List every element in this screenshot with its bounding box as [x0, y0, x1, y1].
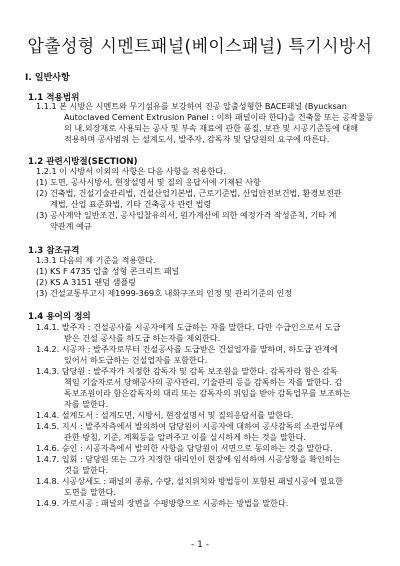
definitions-line-9: 1.4.4. 설계도서 : 설계도면, 시방서, 현장설명서 및 질의응답서를 말한다. [36, 410, 294, 420]
related-line-5: (3) 공사계약 일반조건, 공사입찰유의서, 원가계산에 의한 예정가격 작성준칙, 기타 계 [36, 210, 337, 220]
definitions-line-14: 것을 말한다. [64, 465, 109, 475]
definitions-line-10: 1.4.5. 지시 : 발주자측에서 발의하여 담당원이 시공자에 대하여 공사감독의 소관업무에 [36, 421, 344, 431]
subsection-heading-scope: 1.1 적용범위 [28, 93, 80, 103]
related-line-1: 1.2.1 이 시방서 이외의 사항은 다음 사항을 적용한다. [36, 166, 226, 176]
references-line-4: (3) 건설교통부고시 제1999-369호 내화구조의 인정 및 관리기준의 인정 [36, 288, 293, 298]
scope-line-3: 의 내.외장재로 사용되는 공사 및 부속 재료에 관한 품질, 보관 및 시공기준등에 대해 [64, 123, 359, 133]
definitions-line-13: 1.4.7. 입회 : 담당원 또는 그가 지정한 대리인이 현장에 임석하여 시공상황을 확인하는 [36, 454, 341, 464]
definitions-line-1: 1.4.1. 발주자 : 건설공사를 시공자에게 도급하는 자를 말한다. 다만 수급인으로서 도급 [36, 322, 341, 332]
related-line-3: (2) 건축법, 건설기술관리법, 건설산업기본법, 근로기준법, 산업안전보건법, 환경보전관 [36, 188, 342, 198]
definitions-line-2: 받은 건설 공사를 하도급 하는자를 제외한다. [64, 333, 221, 343]
scope-line-2: Autoclaved Cement Extrusion Panel : 이하 패널이라 한다)을 건축물 또는 공작물등 [64, 112, 374, 122]
definitions-line-4: 있어서 하도급하는 건설업자를 포함한다. [64, 355, 208, 365]
page-number: - 1 - [191, 540, 209, 550]
definitions-line-15: 1.4.8. 시공상세도 : 패널의 종류, 수량, 설치위치와 방법등이 포함된 패널시공에 필요한 [36, 476, 343, 486]
related-line-2: (1) 도면, 공사시방서, 현장설명서 및 질의 응답서에 기재된 사항 [36, 177, 261, 187]
definitions-line-17: 1.4.9. 가로시공 : 패널의 장변을 수평방향으로 시공하는 방법을 말한다. [36, 498, 289, 508]
related-line-6: 약관계 예규 [50, 221, 92, 231]
subsection-heading-related: 1.2 관련시방절(SECTION) [28, 157, 138, 167]
related-line-4: 계법, 산업 표준화법, 기타 건축공사 관련 법령 [50, 199, 212, 209]
definitions-line-6: 책임 기술자로서 당해공사의 공사관리, 기술관리 등을 감독하는 자를 말한다. 감 [64, 377, 343, 387]
subsection-heading-definitions: 1.4 용어의 정의 [28, 312, 91, 322]
definitions-line-8: 자를 말한다. [64, 399, 109, 409]
definitions-line-11: 관한 방침, 기준, 계획등을 알려주고 이를 실시하게 하는 것을 말한다. [64, 432, 306, 442]
scope-line-1: 1.1.1 본 시방은 시멘트와 무기섬유를 보강하여 진공 압출성형한 BACE패널 (Byucksan [36, 101, 347, 111]
definitions-line-7: 독보조원이라 함은감독자의 대리 또는 감독자의 위임을 받아 감독업무를 보조하는 [64, 388, 351, 398]
definitions-line-16: 도면을 말한다. [64, 487, 117, 497]
definitions-line-12: 1.4.6. 승인 : 시공자측에서 발의한 사항을 담당원이 서면으로 동의하는 것을 말한다. [36, 443, 333, 453]
document-title: 압출성형 시멘트패널(베이스패널) 특기시방서 [27, 37, 373, 57]
subsection-heading-references: 1.3 참조규격 [28, 246, 80, 256]
references-line-3: (2) KS A 3151 랜덤 샘플링 [36, 277, 137, 287]
definitions-line-5: 1.4.3. 담당원 : 발주자가 지정한 감독자 및 감독 보조원을 말한다. 감독자라 함은 감독 [36, 366, 338, 376]
scope-line-4: 적용하며 공사범위 는 설계도서, 발주자, 감독자 및 담당원의 요구에 따른다. [64, 134, 330, 144]
references-line-1: 1.3.1 다음의 제 기준을 적용한다. [36, 255, 156, 265]
section-heading-general: I. 일반사항 [25, 73, 70, 83]
definitions-line-3: 1.4.2. 시공자 : 발주자로부터 건설공사를 도급받은 건설업자를 말하며, 하도급 관계에 [36, 344, 338, 354]
references-line-2: (1) KS F 4735 압출 성형 콘크리트 패널 [36, 266, 180, 276]
